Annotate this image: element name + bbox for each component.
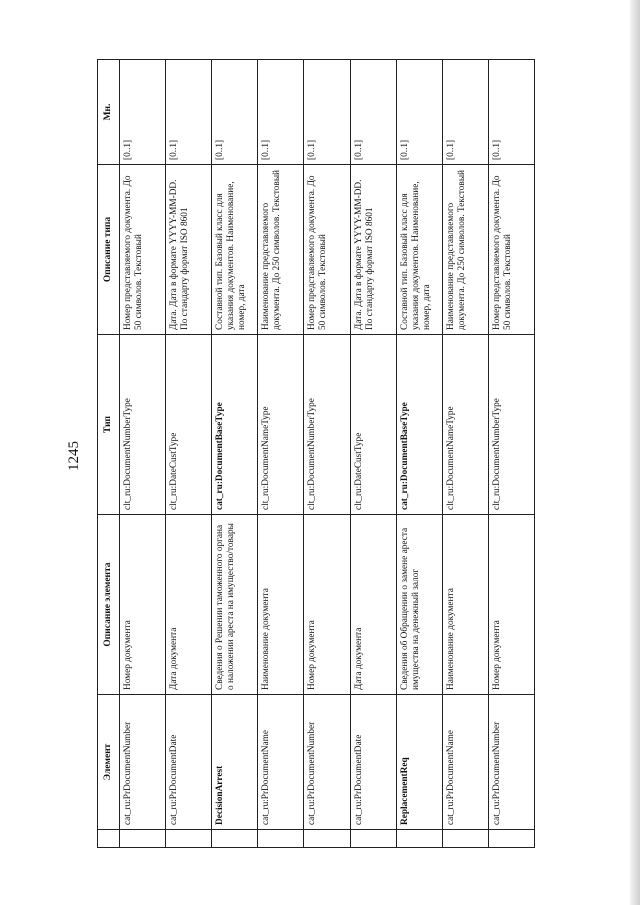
cell-element: cat_ru:PrDocumentName xyxy=(442,695,488,830)
header-gap xyxy=(98,830,120,848)
schema-table xyxy=(97,59,535,848)
cell-element-description: Наименование документа xyxy=(442,515,488,695)
cell-element: cat_ru:PrDocumentNumber xyxy=(488,695,534,830)
cell-element-description: Дата документа xyxy=(166,515,212,695)
table-row xyxy=(442,60,488,848)
cell-type-description: Номер представляемого документа. До 50 символов. Текстовый xyxy=(304,165,350,335)
row-gap-cell xyxy=(212,830,258,848)
cell-element-description: Наименование документа xyxy=(258,515,304,695)
cell-type-description: Составной тип. Базовый класс для указания документов. Наименование, номер, дата xyxy=(396,165,442,335)
header-multiplicity: Мн. xyxy=(98,60,120,165)
cell-element: DecisionArrest xyxy=(212,695,258,830)
row-gap-cell xyxy=(166,830,212,848)
cell-type: cat_ru:DocumentBaseType xyxy=(212,335,258,515)
cell-element-description: Сведения о Решении таможенного органа о наложении ареста на имущество/товары xyxy=(212,515,258,695)
table-row xyxy=(396,60,442,848)
cell-type: clt_ru:DocumentNumberType xyxy=(304,335,350,515)
scan-edge xyxy=(630,0,640,905)
cell-element: cat_ru:PrDocumentDate xyxy=(350,695,396,830)
table-row xyxy=(212,60,258,848)
header-type: Тип xyxy=(98,335,120,515)
cell-multiplicity: [0..1] xyxy=(304,60,350,165)
table-row xyxy=(166,60,212,848)
cell-element-description: Дата документа xyxy=(350,515,396,695)
cell-element: cat_ru:PrDocumentNumber xyxy=(304,695,350,830)
cell-multiplicity: [0..1] xyxy=(488,60,534,165)
cell-multiplicity: [0..1] xyxy=(350,60,396,165)
row-gap-cell xyxy=(350,830,396,848)
cell-multiplicity: [0..1] xyxy=(442,60,488,165)
cell-type-description: Дата. Дата в формате YYYY-MM-DD. По стандарту формат ISO 8601 xyxy=(166,165,212,335)
table-row xyxy=(488,60,534,848)
row-gap-cell xyxy=(304,830,350,848)
cell-type-description: Наименование представляемого документа. До 250 символов. Текстовый xyxy=(258,165,304,335)
cell-multiplicity: [0..1] xyxy=(258,60,304,165)
header-type-description: Описание типа xyxy=(98,165,120,335)
cell-element: ReplacementReq xyxy=(396,695,442,830)
row-gap-cell xyxy=(120,830,166,848)
table-body xyxy=(120,60,535,848)
cell-element-description: Сведения об Обращении о замене ареста имущества на денежный залог xyxy=(396,515,442,695)
cell-multiplicity: [0..1] xyxy=(396,60,442,165)
cell-type-description: Номер представляемого документа. До 50 символов. Текстовый xyxy=(488,165,534,335)
cell-type: clt_ru:DocumentNameType xyxy=(442,335,488,515)
row-gap-cell xyxy=(396,830,442,848)
cell-type: cat_ru:DocumentBaseType xyxy=(396,335,442,515)
cell-type-description: Наименование представляемого документа. До 250 символов. Текстовый xyxy=(442,165,488,335)
cell-element: cat_ru:PrDocumentName xyxy=(258,695,304,830)
cell-element-description: Номер документа xyxy=(120,515,166,695)
table-row xyxy=(304,60,350,848)
header-element: Элемент xyxy=(98,695,120,830)
table-row xyxy=(120,60,166,848)
cell-multiplicity: [0..1] xyxy=(212,60,258,165)
cell-element: cat_ru:PrDocumentNumber xyxy=(120,695,166,830)
rotated-table-frame xyxy=(97,60,535,848)
cell-type-description: Номер представляемого документа. До 50 символов. Текстовый xyxy=(120,165,166,335)
cell-element: cat_ru:PrDocumentDate xyxy=(166,695,212,830)
cell-type: clt_ru:DateCustType xyxy=(350,335,396,515)
row-gap-cell xyxy=(488,830,534,848)
table-header-row xyxy=(98,60,120,848)
row-gap-cell xyxy=(258,830,304,848)
cell-type-description: Составной тип. Базовый класс для указания документов. Наименование, номер, дата xyxy=(212,165,258,335)
cell-element-description: Номер документа xyxy=(488,515,534,695)
table-row xyxy=(350,60,396,848)
cell-type: clt_ru:DocumentNumberType xyxy=(488,335,534,515)
page-number: 1245 xyxy=(66,441,82,471)
cell-multiplicity: [0..1] xyxy=(166,60,212,165)
row-gap-cell xyxy=(442,830,488,848)
cell-element-description: Номер документа xyxy=(304,515,350,695)
cell-multiplicity: [0..1] xyxy=(120,60,166,165)
table-row xyxy=(258,60,304,848)
cell-type: clt_ru:DocumentNumberType xyxy=(120,335,166,515)
cell-type-description: Дата. Дата в формате YYYY-MM-DD. По стандарту формат ISO 8601 xyxy=(350,165,396,335)
header-element-description: Описание элемента xyxy=(98,515,120,695)
cell-type: clt_ru:DateCustType xyxy=(166,335,212,515)
cell-type: clt_ru:DocumentNameType xyxy=(258,335,304,515)
